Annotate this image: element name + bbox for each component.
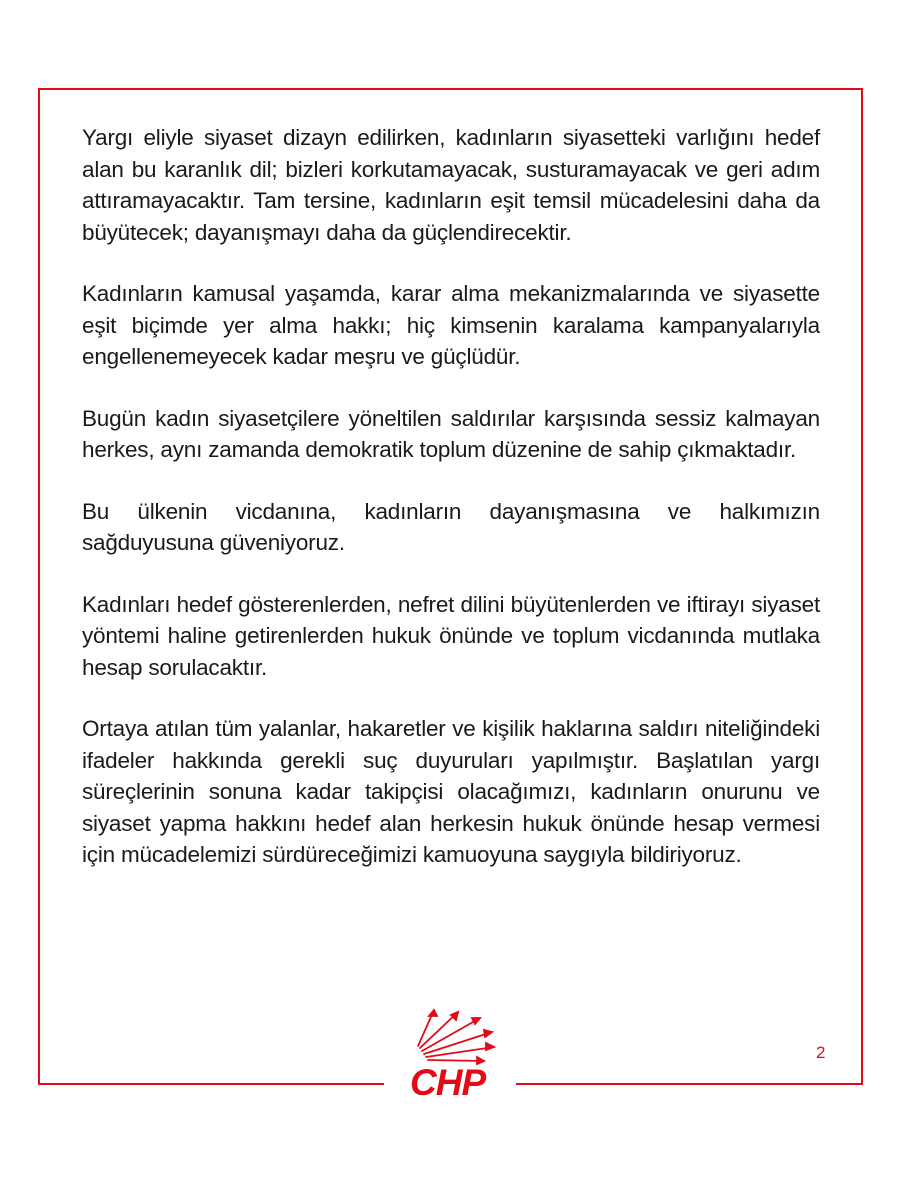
page-number: 2 — [816, 1043, 826, 1062]
frame-top-border — [38, 88, 863, 90]
frame-left-border — [38, 88, 40, 1085]
paragraph-6: Ortaya atılan tüm yalanlar, hakaretler ve kişilik haklarına saldırı niteliğindeki ifadeler hakkında gerekli suç duyuruları yapılmıştır. Başlatılan yargı süreçlerinin sonuna kadar takipçisi olacağımızı, kadınların onurunu ve siyaset yapma hakkını hedef alan herkesin hukuk önünde hesap vermesi için mücadelemizi sürdüreceğimizi kamuoyuna saygıyla bildiriyoruz. — [82, 716, 820, 867]
frame-bottom-right-border — [516, 1083, 863, 1085]
paragraph-2: Kadınların kamusal yaşamda, karar alma mekanizmalarında ve siyasette eşit biçimde yer alma hakkı; hiç kimsenin karalama kampanyalarıyla engellenemeyecek kadar meşru ve güçlüdür. — [82, 281, 820, 369]
frame-right-border — [861, 88, 863, 1085]
frame-bottom-left-border — [38, 1083, 384, 1085]
paragraph-5: Kadınları hedef gösterenlerden, nefret dilini büyütenlerden ve iftirayı siyaset yöntemi haline getirenlerden hukuk önünde ve toplum vicdanında mutlaka hesap sorulacaktır. — [82, 591, 820, 680]
chp-logo-text: CHP — [410, 1062, 486, 1103]
statement-body — [82, 122, 820, 901]
paragraph-4: Bu ülkenin vicdanına, kadınların dayanışmasına ve halkımızın sağduyusuna güveniyoruz. — [82, 498, 820, 555]
paragraph-3: Bugün kadın siyasetçilere yöneltilen saldırılar karşısında sessiz kalmayan herkes, aynı zamanda demokratik toplum düzenine de sahip çıkmaktadır. — [82, 405, 820, 462]
paragraph-1: Yargı eliyle siyaset dizayn edilirken, kadınların siyasetteki varlığını hedef alan bu karanlık dil; bizleri korkutamayacak, susturamayacak ve geri adım attıramayacaktır. Tam tersine, kadınların eşit temsil mücadelesini daha da büyütecek; dayanışmayı daha da güçlendirecektir. — [82, 125, 820, 245]
